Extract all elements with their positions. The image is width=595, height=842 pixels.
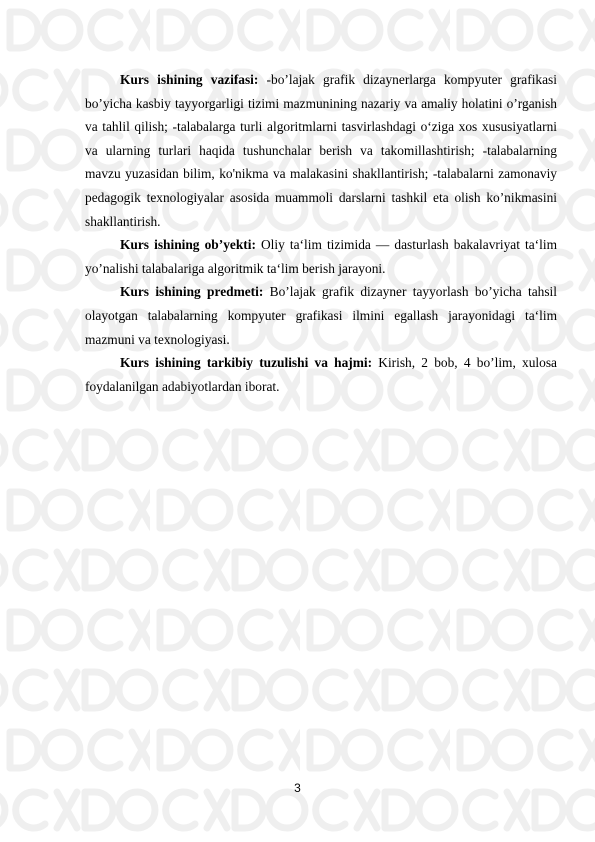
paragraph-obyekti <box>85 233 557 280</box>
paragraph-text: Kirish, 2 bob, 4 bo’lim, xulosa foydalanilgan adabiyotlardan iborat. <box>85 355 557 394</box>
paragraph-vazifasi <box>85 68 557 233</box>
page-number: 3 <box>294 781 301 795</box>
document-body <box>85 68 557 398</box>
paragraph-text: -bo’lajak grafik dizaynerlarga kompyuter grafikasi bo’yicha kasbiy tayyorgarligi tizimi mazmunining nazariy va amaliy holatini o’rganish va tahlil qilish; -talabalarga turli algoritmlarni tasvirlashdagi o‘ziga xos xususiyatlarni va ularning turlari haqida tushunchalar berish va takomillashtirish; -talabalarning mavzu yuzasidan bilim, ko'nikma va malakasini shakllantirish; -talabalarni zamonaviy pedagogik texnologiyalar asosida muammoli darslarni tashkil eta olish ko’nikmasini shakllantirish. <box>85 72 557 229</box>
paragraph-tarkibiy-tuzulishi <box>85 351 557 398</box>
paragraph-label: Kurs ishining ob’yekti: <box>120 237 256 253</box>
paragraph-text: Bo’lajak grafik dizayner tayyorlash bo’yicha tahsil olayotgan talabalarning kompyuter grafikasi ilmini egallash jarayonidagi ta‘lim mazmuni va texnologiyasi. <box>85 284 557 347</box>
paragraph-predmeti <box>85 280 557 351</box>
paragraph-label: Kurs ishining tarkibiy tuzulishi va hajmi: <box>120 355 373 371</box>
paragraph-text: Oliy ta‘lim tizimida — dasturlash bakalavriyat ta‘lim yo’nalishi talabalariga algoritmik ta‘lim berish jarayoni. <box>85 237 557 276</box>
paragraph-label: Kurs ishining vazifasi: <box>120 72 259 87</box>
paragraph-label: Kurs ishining predmeti: <box>120 284 264 300</box>
